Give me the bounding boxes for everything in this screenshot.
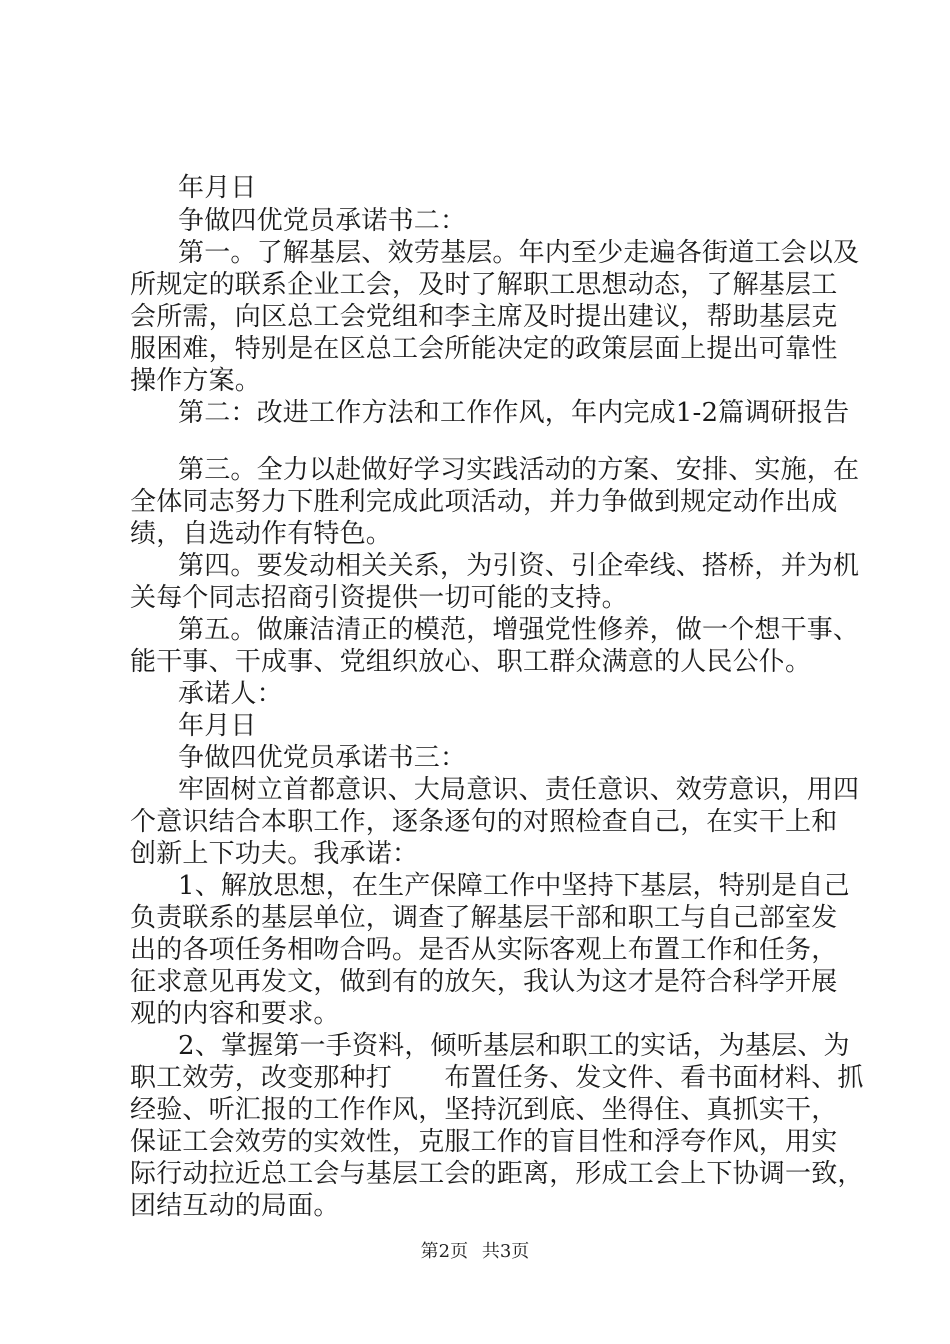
paragraph-line: 关每个同志招商引资提供一切可能的支持。 — [130, 583, 628, 613]
paragraph-line: 绩，自选动作有特色。 — [130, 519, 393, 549]
paragraph-line: 第五。做廉洁清正的模范，增强党性修养，做一个想干事、 — [178, 615, 860, 645]
paragraph-line: 职工效劳，改变那种打 布置任务、发文件、看书面材料、抓 — [130, 1063, 864, 1093]
paragraph-line: 全体同志努力下胜利完成此项活动，并力争做到规定动作出成 — [130, 487, 838, 517]
paragraph-line: 经验、听汇报的工作作风，坚持沉到底、坐得住、真抓实干， — [130, 1095, 838, 1125]
paragraph-line: 服困难，特别是在区总工会所能决定的政策层面上提出可靠性 — [130, 334, 838, 364]
paragraph-line: 第三。全力以赴做好学习实践活动的方案、安排、实施，在 — [178, 455, 860, 485]
paragraph-line: 个意识结合本职工作，逐条逐句的对照检查自己，在实干上和 — [130, 807, 838, 837]
page-total: 共3页 — [481, 1241, 530, 1262]
paragraph-line: 2、掌握第一手资料，倾听基层和职工的实话，为基层、为 — [178, 1031, 850, 1061]
paragraph-line: 第二：改进工作方法和工作作风，年内完成1-2篇调研报告 — [178, 398, 850, 428]
paragraph-line: 第四。要发动相关关系，为引资、引企牵线、搭桥，并为机 — [178, 551, 860, 581]
page-footer — [0, 1240, 950, 1264]
paragraph-line: 征求意见再发文，做到有的放矢，我认为这才是符合科学开展 — [130, 967, 838, 997]
paragraph-line: 牢固树立首都意识、大局意识、责任意识、效劳意识，用四 — [178, 775, 860, 805]
date-line: 年月日 — [178, 173, 257, 203]
paragraph-line: 团结互动的局面。 — [130, 1191, 340, 1221]
paragraph-line: 际行动拉近总工会与基层工会的距离，形成工会上下协调一致， — [130, 1159, 864, 1189]
paragraph-line: 操作方案。 — [130, 366, 262, 396]
paragraph-line: 1、解放思想，在生产保障工作中坚持下基层，特别是自己 — [178, 871, 850, 901]
section-heading: 争做四优党员承诺书三： — [178, 743, 467, 773]
paragraph-line: 保证工会效劳的实效性，克服工作的盲目性和浮夸作风，用实 — [130, 1127, 838, 1157]
paragraph-line: 出的各项任务相吻合吗。是否从实际客观上布置工作和任务， — [130, 935, 838, 965]
paragraph-line: 创新上下功夫。我承诺： — [130, 839, 419, 869]
page-number: 第2页 — [420, 1241, 469, 1262]
paragraph-line: 能干事、干成事、党组织放心、职工群众满意的人民公仆。 — [130, 647, 812, 677]
paragraph-line: 负责联系的基层单位，调查了解基层干部和职工与自己部室发 — [130, 903, 838, 933]
date-line: 年月日 — [178, 711, 257, 741]
paragraph-line: 所规定的联系企业工会，及时了解职工思想动态，了解基层工 — [130, 270, 838, 300]
section-heading: 争做四优党员承诺书二： — [178, 206, 467, 236]
paragraph-line: 会所需，向区总工会党组和李主席及时提出建议，帮助基层克 — [130, 302, 838, 332]
signature-label: 承诺人： — [178, 679, 283, 709]
paragraph-line: 第一。了解基层、效劳基层。年内至少走遍各街道工会以及 — [178, 238, 860, 268]
paragraph-line: 观的内容和要求。 — [130, 999, 340, 1029]
